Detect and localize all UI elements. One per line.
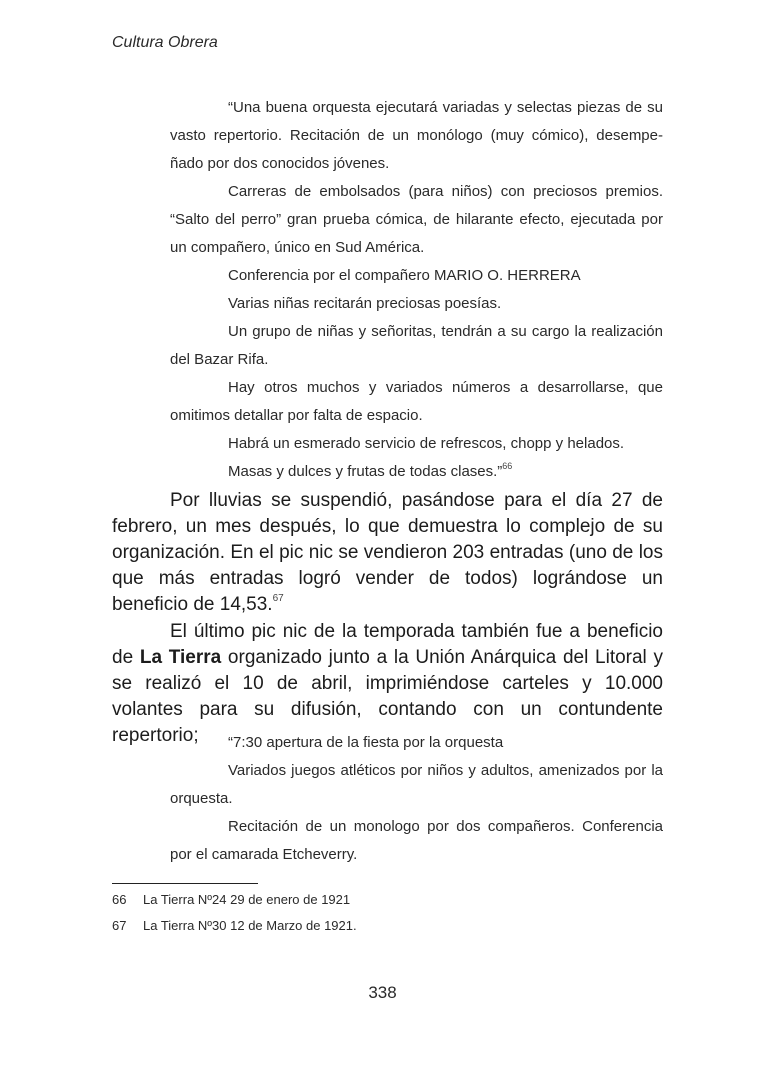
page-number: 338 (368, 983, 397, 1002)
footnote-number: 66 (112, 892, 127, 907)
footnote-separator (112, 883, 258, 884)
quote-paragraph: “Una buena orquesta ejecutará variadas y selectas piezas de su vasto repertorio. Recitación de un monólogo (muy cómico), desempe-ñado por dos conocidos jóvenes. (170, 99, 663, 172)
footnote-text: La Tierra Nº24 29 de enero de 1921 (143, 892, 351, 907)
footnote-number: 67 (112, 918, 127, 933)
footnote-ref: 66 (502, 461, 513, 471)
quote-paragraph: Hay otros muchos y variados números a desarrollarse, que omitimos detallar por falta de espacio. (170, 379, 663, 424)
body-paragraph-1 (112, 488, 663, 618)
body-text: El último pic nic de la temporada también fue a beneficio de (112, 621, 663, 668)
quote-paragraph (170, 458, 663, 486)
quote-paragraph: Variados juegos atléticos por niños y adultos, amenizados por la orquesta. (170, 762, 663, 807)
quote-paragraph: Habrá un esmerado servicio de refrescos, chopp y helados. (228, 435, 625, 452)
quote-paragraph: Carreras de embolsados (para niños) con preciosos premios. “Salto del perro” gran prueba cómica, de hilarante efecto, ejecutada por un compañero, único en Sud América. (170, 183, 663, 256)
footnote-text: La Tierra Nº30 12 de Marzo de 1921. (143, 918, 357, 933)
footnote (112, 913, 663, 939)
quote-paragraph: Recitación de un monologo por dos compañeros. Conferencia por el camarada Etcheverry. (170, 818, 663, 863)
newspaper-title: La Tierra (139, 647, 222, 668)
body-text: organizado junto a la Unión Anárquica del Litoral y se realizó el 10 de abril, imprimiéndose carteles y 10.000 volantes para su difusión, contando con un contundente repertorio; (112, 647, 663, 746)
body-text: Por lluvias se suspendió, pasándose para el día 27 de febrero, un mes después, lo que demuestra lo complejo de su organización. En el pic nic se vendieron 203 entradas (uno de los que más entradas logró vender de todos) lográndose un beneficio de 14,53. (112, 490, 663, 615)
footnotes (112, 887, 663, 939)
quote-block-1 (170, 94, 663, 486)
quote-text: Masas y dulces y frutas de todas clases.” (228, 463, 503, 480)
quote-paragraph: Varias niñas recitarán preciosas poesías. (228, 295, 502, 312)
quote-paragraph: Conferencia por el compañero MARIO O. HERRERA (228, 267, 581, 284)
footnote-ref: 67 (272, 593, 284, 604)
running-header: Cultura Obrera (112, 34, 218, 51)
quote-paragraph: Un grupo de niñas y señoritas, tendrán a su cargo la realización del Bazar Rifa. (170, 323, 663, 368)
footnote (112, 887, 663, 913)
quote-block-2 (170, 729, 663, 869)
quote-paragraph: “7:30 apertura de la fiesta por la orquesta (228, 734, 504, 751)
